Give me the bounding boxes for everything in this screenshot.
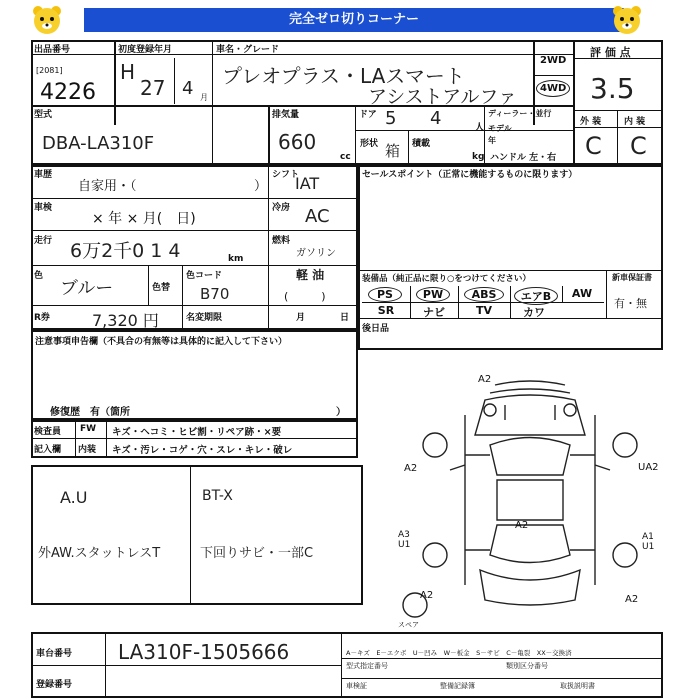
equipment-airbag: エアB (514, 287, 558, 305)
entry-label: 記入欄 (34, 445, 62, 455)
ext-marks-label: キズ・ヘコミ・ヒビ割・リペア跡・×要 (112, 427, 282, 438)
persons-label: 人 (475, 123, 485, 133)
first-reg-label: 初度登録年月 (118, 45, 173, 55)
equipment-sr: SR (377, 304, 395, 317)
footer-4: 整備記録簿 (440, 682, 475, 690)
first-reg-era: H (120, 60, 136, 84)
mark-center: A2 (515, 520, 529, 531)
equipment-label: 装備品（純正品に限り○をつけてください） (362, 274, 531, 284)
color-label: 色 (34, 271, 44, 281)
equipment-aw: AW (571, 287, 593, 300)
repair-history-close: ） (336, 407, 346, 418)
displacement-label: 排気量 (272, 110, 300, 120)
mark-right-front: UA2 (638, 462, 659, 473)
equipment-leather: カワ (523, 306, 545, 319)
cc-label: cc (340, 152, 351, 162)
mark-rear-left: A2 (420, 590, 434, 601)
lot-number-label: 出品番号 (34, 45, 71, 55)
free-notes-block (31, 465, 363, 605)
equipment-tv: TV (475, 304, 493, 317)
footer-2: 類別区分番号 (506, 662, 548, 670)
drive-2wd-label: 2WD (540, 55, 567, 66)
color-taste-label: 色替 (152, 283, 171, 293)
shift-value: IAT (295, 174, 320, 193)
warranty-value: 有・無 (614, 297, 647, 310)
name-change-label: 名変期限 (186, 313, 223, 323)
chassis-number-value: LA310F-1505666 (118, 640, 290, 664)
interior-label: 内 装 (624, 117, 646, 127)
history-close: ） (254, 179, 268, 194)
model-label: モデル (488, 124, 512, 133)
drive-4wd-label: 4WD (536, 80, 570, 97)
mark-spare: スペア (398, 621, 419, 629)
persons-value: 4 (430, 108, 442, 129)
inspector-label: 検査員 (34, 427, 62, 437)
equipment-navi: ナビ (423, 306, 445, 319)
r-ticket-label: R券 (34, 313, 50, 323)
color-code-label: 色コード (186, 271, 223, 281)
legend: A－キズ E－エクボ U－凹み W－板金 S－サビ C－亀裂 XX－交換済 (346, 649, 572, 657)
fuel-gasoline: ガソリン (296, 248, 336, 259)
sales-block (358, 165, 663, 350)
color-code-value: B70 (200, 285, 230, 303)
outside-note: 外AW.スタットレスT (38, 546, 161, 561)
equipment-ps: PS (368, 287, 402, 302)
exterior-label: 外 装 (580, 117, 602, 127)
fw-label: FW (80, 424, 97, 434)
car-damage-diagram (395, 375, 665, 625)
mark-mid-right: A1 U1 (642, 532, 655, 552)
day-label: 日 (340, 313, 350, 323)
footer-1: 型式指定番号 (346, 662, 388, 670)
car-name-label: 車名・グレード (216, 45, 280, 55)
lot-number-value: 4226 (40, 80, 96, 105)
km-label: km (228, 254, 244, 264)
mascot-right-icon (610, 4, 644, 38)
interior-value: C (630, 132, 647, 160)
first-reg-year: 27 (140, 76, 166, 100)
mileage-label: 走行 (34, 236, 53, 246)
inspection-value: × 年 × 月( 日) (92, 211, 196, 227)
equipment-pw: PW (416, 287, 450, 302)
dealer-label: ディーラー・並行 (488, 109, 552, 118)
repair-history-label: 修復歴 有（箇所 (50, 407, 130, 418)
mark-rear-right: A2 (625, 594, 639, 605)
fuel-light-oil: 軽 油 (296, 268, 325, 282)
chassis-number-label: 車台番号 (36, 649, 73, 659)
score-label: 評 価 点 (590, 46, 631, 59)
mark-front: A2 (478, 374, 492, 385)
displacement-value: 660 (278, 130, 317, 154)
kg-label: kg (472, 152, 485, 162)
new-car-warranty-label: 新車保証書 (612, 273, 652, 282)
inspection-label: 車検 (34, 203, 53, 213)
fuel-paren: ( ) (284, 290, 326, 303)
footer-3: 車検証 (346, 682, 367, 690)
int-marks-label: キズ・汚レ・コゲ・穴・スレ・キレ・破レ (112, 445, 293, 456)
mark-left-front: A2 (404, 463, 418, 474)
lot-id: [2081] (36, 66, 63, 75)
handle-label: ハンドル 左・右 (490, 153, 557, 163)
exterior-value: C (585, 132, 602, 160)
capacity-label: 積載 (412, 139, 431, 149)
first-reg-month-unit: 月 (200, 93, 208, 102)
shift-label: シフト (272, 170, 300, 180)
ac-value: AC (305, 206, 330, 227)
equipment-abs: ABS (464, 287, 504, 302)
shape-value: 箱 (385, 142, 401, 160)
ac-label: 冷房 (272, 203, 291, 213)
car-name-line2: アシストアルファ (368, 86, 517, 108)
ext-note: A.U (60, 488, 88, 507)
model-type-value: DBA-LA310F (42, 133, 155, 154)
reg-number-label: 登録番号 (36, 680, 73, 690)
score-value: 3.5 (590, 72, 635, 105)
lower-note: 下回りサビ・一部C (200, 546, 314, 561)
history-value: 自家用・（ (78, 179, 137, 194)
car-name-line1: プレオプラス・LAスマート (222, 64, 465, 88)
sales-point-label: セールスポイント（正常に機能するものに限ります） (362, 170, 578, 180)
color-value: ブルー (60, 278, 114, 299)
shape-label: 形状 (360, 139, 379, 149)
page-banner: 完全ゼロ切りコーナー (84, 8, 624, 32)
month-label: 月 (296, 313, 306, 323)
history-label: 車歴 (34, 170, 53, 180)
doors-value: 5 (385, 108, 397, 129)
model-type-label: 型式 (34, 110, 53, 120)
doors-label: ドア (359, 110, 377, 120)
notes-label: 注意事項申告欄（不具合の有無等は具体的に記入して下さい） (35, 337, 288, 347)
year-label: 年 (488, 136, 496, 145)
inner-label: 内装 (78, 445, 97, 455)
r-ticket-value: 7,320 円 (92, 311, 159, 330)
later-install-label: 後日品 (362, 324, 390, 334)
first-reg-month: 4 (182, 78, 194, 99)
footer-5: 取扱説明書 (560, 682, 595, 690)
mileage-value: 6万2千0 1 4 (70, 240, 181, 262)
fuel-label: 燃料 (272, 236, 291, 246)
mascot-left-icon (30, 4, 64, 38)
bt-note: BT-X (202, 488, 233, 504)
mark-mid-left: A3 U1 (398, 530, 411, 550)
